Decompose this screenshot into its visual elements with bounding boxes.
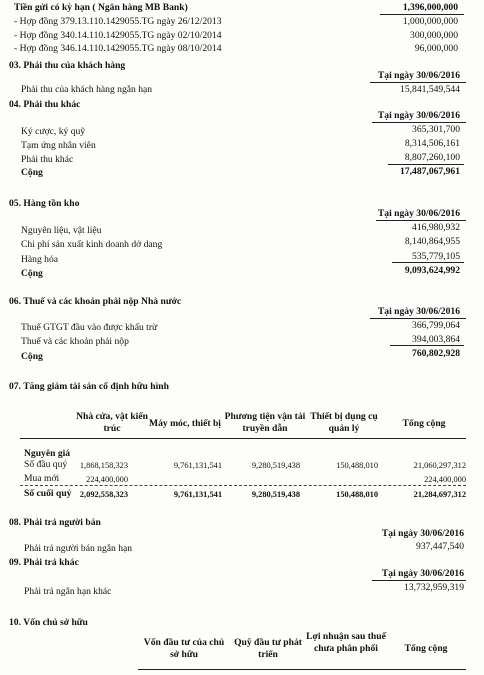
inventory-item-1-value: 416,980,932	[412, 222, 460, 233]
other-payables-item-label: Phải trả ngắn hạn khác	[24, 586, 112, 597]
inventory-date: Tại ngày 30/06/2016	[377, 208, 460, 219]
fa-opening-vehicles: 9,280,519,438	[251, 461, 300, 470]
other-receivables-item-1-label: Ký cược, ký quỹ	[21, 126, 86, 137]
other-receivables-total-value: 17,487,067,961	[400, 166, 460, 177]
payables-heading: 08. Phải trả người bán	[9, 517, 101, 528]
other-receivables-date-underline	[372, 122, 466, 123]
other-payables-item-value: 13,732,959,319	[404, 582, 464, 593]
fa-header-rule	[20, 438, 466, 439]
receivables-item-label: Phải thu của khách hàng ngắn hạn	[21, 84, 153, 95]
equity-col-header-total: Tổng cộng	[404, 643, 448, 654]
fa-col-header-equipment: Thiết bị dụng cụ quản lý	[310, 411, 378, 434]
payables-item-label: Phải trả người bán ngắn hạn	[24, 543, 133, 554]
taxes-total-label: Cộng	[21, 351, 43, 362]
inventory-date-underline	[376, 220, 466, 221]
equity-col-header-retained: Lợi nhuận sau thuế chưa phân phối	[306, 631, 386, 654]
fa-col-header-buildings: Nhà cửa, vật kiến trúc	[76, 411, 148, 434]
taxes-total-value: 760,802,928	[412, 348, 460, 359]
taxes-heading: 06. Thuế và các khoản phải nộp Nhà nước	[9, 296, 182, 307]
fa-opening-machinery: 9,761,131,541	[173, 461, 222, 470]
other-receivables-heading: 04. Phải thu khác	[9, 99, 81, 110]
taxes-total-rule	[390, 345, 464, 346]
equity-heading: 10. Vốn chủ sở hữu	[9, 617, 88, 628]
other-payables-date-underline	[372, 580, 466, 581]
receivables-item-value: 15,841,549,544	[400, 84, 460, 95]
receivables-date-underline	[370, 82, 466, 83]
inventory-total-rule	[392, 262, 464, 263]
inventory-total-label: Cộng	[21, 268, 43, 279]
receivables-heading: 03. Phải thu của khách hàng	[9, 60, 126, 71]
fa-col-header-vehicles: Phương tiện vận tải truyền dẫn	[224, 411, 306, 434]
deposit-item-2-value: 300,000,000	[410, 30, 458, 41]
inventory-item-3-value: 535,779,105	[412, 251, 460, 262]
deposit-item-3-label: - Hợp đồng 346.14.110.1429055.TG ngày 08/10/2014	[14, 43, 222, 54]
equity-col-header-devfund: Quỹ đầu tư phát triển	[234, 637, 302, 660]
fa-closing-buildings: 2,092,558,323	[79, 490, 128, 499]
fa-col-header-total: Tổng cộng	[402, 418, 446, 429]
other-payables-heading: 09. Phải trả khác	[9, 557, 79, 568]
fa-group-label: Nguyên giá	[24, 448, 71, 459]
taxes-item-2-value: 394,003,864	[412, 334, 460, 345]
inventory-total-value: 9,093,624,992	[404, 265, 460, 276]
fa-opening-total: 21,060,297,312	[413, 461, 466, 470]
taxes-item-1-value: 366,799,064	[412, 320, 460, 331]
inventory-item-2-label: Chi phí sản xuất kinh doanh dở dang	[21, 239, 163, 250]
other-receivables-item-3-label: Phải thu khác	[21, 154, 74, 165]
other-receivables-item-1-value: 365,301,700	[412, 124, 460, 135]
fa-closing-machinery: 9,761,131,541	[173, 490, 222, 499]
taxes-date: Tại ngày 30/06/2016	[377, 306, 460, 317]
payables-item-value: 937,447,540	[416, 541, 464, 552]
fa-opening-buildings: 1,868,158,323	[79, 461, 128, 470]
deposit-item-3-value: 96,000,000	[414, 43, 458, 54]
fa-opening-equipment: 150,488,010	[336, 461, 378, 470]
other-receivables-item-3-value: 8,807,260,100	[404, 152, 460, 163]
deposit-heading: Tiền gửi có kỳ hạn ( Ngân hàng MB Bank)	[14, 2, 188, 13]
other-receivables-item-2-label: Tạm ứng nhân viên	[21, 140, 96, 151]
equity-col-header-capital: Vốn đầu tư của chủ sở hữu	[143, 637, 225, 660]
fa-row-opening-label: Số đầu quý	[24, 459, 68, 470]
taxes-item-2-label: Thuế và các khoản phải nộp	[21, 336, 129, 347]
other-receivables-total-rule	[388, 164, 464, 165]
taxes-date-underline	[370, 318, 466, 319]
other-receivables-date: Tại ngày 30/06/2016	[377, 110, 460, 121]
other-receivables-item-2-value: 8,314,506,161	[404, 138, 460, 149]
fa-closing-vehicles: 9,280,519,438	[251, 490, 300, 499]
fa-row-additions-label: Mua mới	[24, 473, 60, 484]
fa-col-header-machinery: Máy móc, thiết bị	[149, 418, 221, 429]
fa-additions-total: 224,400,000	[424, 475, 466, 484]
deposit-item-1-label: - Hợp đồng 379.13.110.1429055.TG ngày 26/12/2013	[14, 16, 222, 27]
deposit-total-underline	[380, 14, 464, 15]
fa-closing-total: 21,284,697,312	[413, 490, 466, 499]
deposit-item-1-value: 1,000,000,000	[402, 16, 458, 27]
fixed-assets-heading: 07. Tăng giảm tài sản cố định hữu hình	[9, 381, 169, 392]
fa-closing-rule	[20, 485, 466, 486]
inventory-item-2-value: 8,140,864,955	[404, 236, 460, 247]
inventory-heading: 05. Hàng tồn kho	[9, 198, 80, 209]
inventory-item-3-label: Hàng hóa	[21, 254, 59, 265]
inventory-item-1-label: Nguyên liệu, vật liệu	[21, 225, 102, 236]
other-payables-date: Tại ngày 30/06/2016	[381, 568, 464, 579]
fa-additions-buildings: 224,400,000	[86, 475, 128, 484]
other-receivables-total-label: Cộng	[21, 167, 43, 178]
fa-closing-equipment: 150,488,010	[336, 490, 378, 499]
receivables-date: Tại ngày 30/06/2016	[377, 70, 460, 81]
deposit-item-2-label: - Hợp đồng 340.14.110.1429055.TG ngày 02/10/2014	[14, 30, 222, 41]
taxes-item-1-label: Thuế GTGT đầu vào được khấu trừ	[21, 322, 158, 333]
fa-row-closing-label: Số cuối quý	[24, 488, 72, 499]
payables-date: Tại ngày 30/06/2016	[381, 528, 464, 539]
deposit-total: 1,396,000,000	[402, 2, 458, 13]
equity-header-rule	[138, 669, 466, 670]
